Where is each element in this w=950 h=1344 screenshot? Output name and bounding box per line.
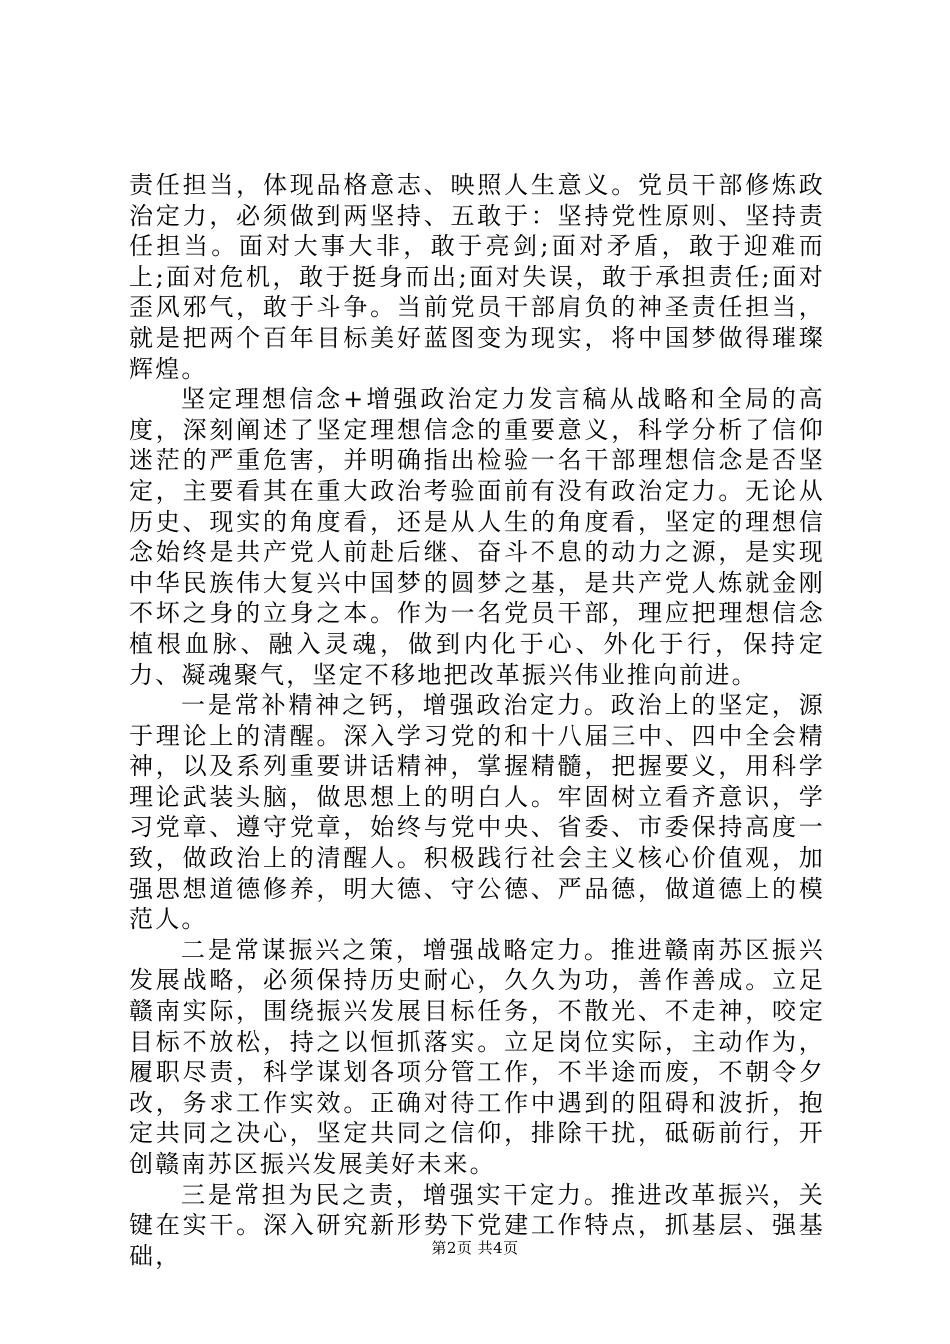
paragraph: 一是常补精神之钙，增强政治定力。政治上的坚定，源于理论上的清醒。深入学习党的和十八届三中、四中全会精神，以及系列重要讲话精神，掌握精髓，把握要义，用科学理论武装头脑，做思想上的明白人。牢固树立看齐意识，学习党章、遵守党章，始终与党中央、省委、市委保持高度一致，做政治上的清醒人。积极践行社会主义核心价值观，加强思想道德修养，明大德、守公德、严品德，做道德上的模范人。 — [129, 691, 825, 934]
paragraph: 责任担当，体现品格意志、映照人生意义。党员干部修炼政治定力，必须做到两坚持、五敢于：坚持党性原则、坚持责任担当。面对大事大非，敢于亮剑;面对矛盾，敢于迎难而上;面对危机，敢于挺身而出;面对失误，敢于承担责任;面对歪风邪气，敢于斗争。当前党员干部肩负的神圣责任担当，就是把两个百年目标美好蓝图变为现实，将中国梦做得璀璨辉煌。 — [129, 171, 825, 383]
paragraph: 三是常担为民之责，增强实干定力。推进改革振兴，关键在实干。深入研究新形势下党建工作特点，抓基层、强基础， — [129, 1180, 825, 1270]
page-footer: 第2页 共4页 — [431, 1239, 519, 1257]
paragraph: 二是常谋振兴之策，增强战略定力。推进赣南苏区振兴发展战略，必须保持历史耐心，久久为功，善作善成。立足赣南实际，围绕振兴发展目标任务，不散光、不走神，咬定目标不放松，持之以恒抓落实。立足岗位实际，主动作为，履职尽责，科学谋划各项分管工作，不半途而废，不朝令夕改，务求工作实效。正确对待工作中遇到的阻碍和波折，抱定共同之决心，坚定共同之信仰，排除干扰，砥砺前行，开创赣南苏区振兴发展美好未来。 — [129, 935, 825, 1178]
paragraph: 坚定理想信念+增强政治定力发言稿从战略和全局的高度，深刻阐述了坚定理想信念的重要意义，科学分析了信仰迷茫的严重危害，并明确指出检验一名干部理想信念是否坚定，主要看其在重大政治考验面前有没有政治定力。无论从历史、现实的角度看，还是从人生的角度看，坚定的理想信念始终是共产党人前赴后继、奋斗不息的动力之源，是实现中华民族伟大复兴中国梦的圆梦之基，是共产党人炼就金刚不坏之身的立身之本。作为一名党员干部，理应把理想信念植根血脉、融入灵魂，做到内化于心、外化于行，保持定力、凝魂聚气，坚定不移地把改革振兴伟业推向前进。 — [129, 385, 825, 689]
document-body — [129, 170, 825, 1271]
